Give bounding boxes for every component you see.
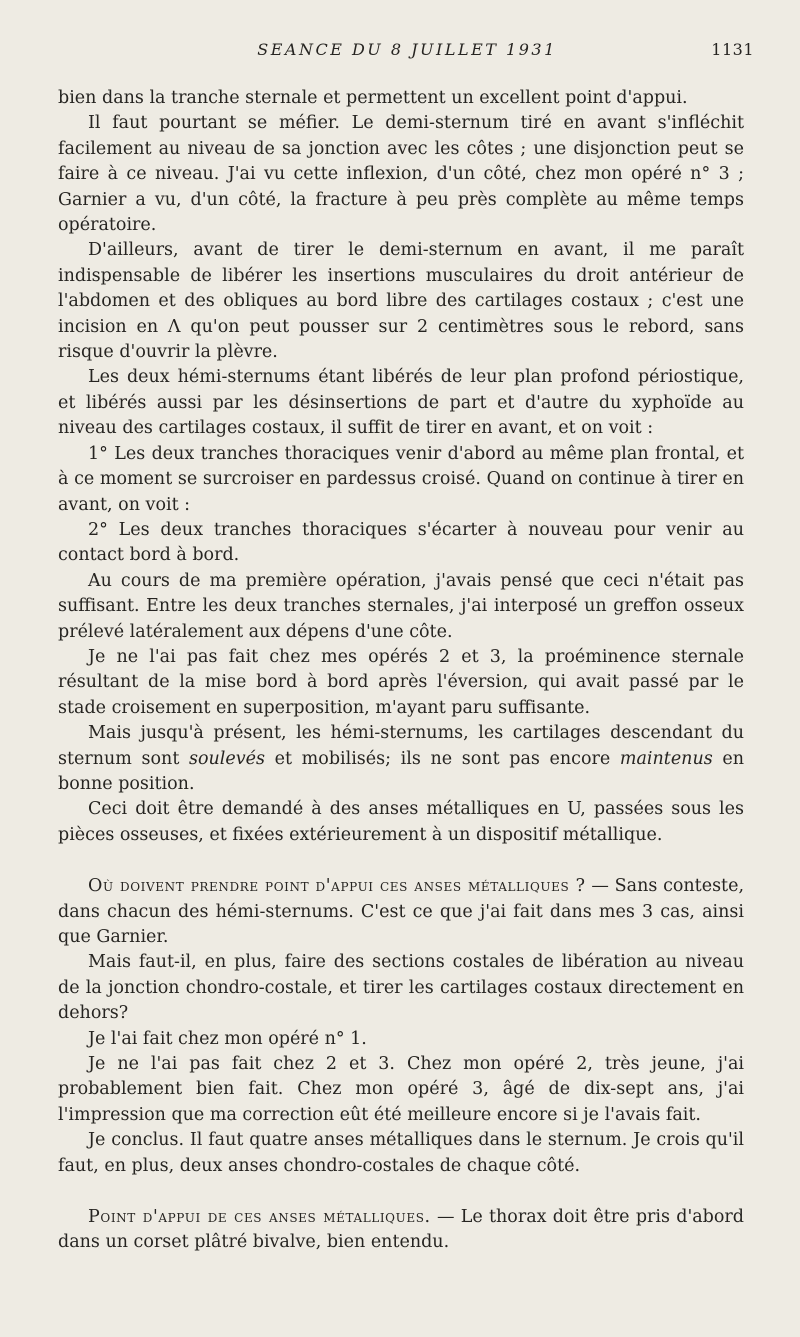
paragraph-6: 2° Les deux tranches thoraciques s'écarter à nouveau pour venir au contact bord à bord. xyxy=(58,519,744,566)
body-text xyxy=(58,86,744,1256)
running-header xyxy=(60,40,754,70)
section-2-paragraph xyxy=(58,1205,744,1256)
paragraph-13: Je ne l'ai pas fait chez 2 et 3. Chez mon opéré 2, très jeune, j'ai probablement bien fait. Chez mon opéré 3, âgé de dix-sept ans, j'ai l'impression que ma correction eût été meilleure encore si je l'avais fait. xyxy=(58,1054,744,1125)
paragraph-9-part-a: Mais jusqu'à présent, les hémi-sternums, les cartilages descendant du sternum sont xyxy=(58,723,744,769)
paragraph-12: Je l'ai fait chez mon opéré n° 1. xyxy=(88,1028,367,1049)
section-2-text: — Le thorax doit être pris d'abord dans un corset plâtré bivalve, bien entendu. xyxy=(58,1207,744,1253)
paragraph-8: Je ne l'ai pas fait chez mes opérés 2 et 3, la proéminence sternale résultant de la mise bord à bord après l'éversion, qui avait passé par le stade croisement en superposition, m'ayant paru suffisante. xyxy=(58,646,744,718)
section-1-text: — Sans conteste, dans chacun des hémi-sternums. C'est ce que j'ai fait dans mes 3 cas, ainsi que Garnier. xyxy=(58,876,745,947)
paragraph-2: Il faut pourtant se méfier. Le demi-sternum tiré en avant s'infléchit facilement au niveau de sa jonction avec les côtes ; une disjonction peut se faire à ce niveau. J'ai vu cette inflexion, d'un côté, chez mon opéré n° 3 ; Garnier a vu, d'un côté, la fracture à peu près complète au même temps opératoire. xyxy=(58,113,744,236)
paragraph-5: 1° Les deux tranches thoraciques venir d'abord au même plan frontal, et à ce moment se surcroiser en pardessus croisé. Quand on continue à tirer en avant, on voit : xyxy=(58,443,744,515)
section-1-paragraph xyxy=(58,874,744,950)
paragraph-7: Au cours de ma première opération, j'avais pensé que ceci n'était pas suffisant. Entre les deux tranches sternales, j'ai interposé un greffon osseux prélevé latéralement aux dépens d'une côte. xyxy=(58,570,744,642)
paragraph-9-part-c: et mobilisés; ils ne sont pas encore xyxy=(264,748,620,769)
paragraph-11: Mais faut-il, en plus, faire des sections costales de libération au niveau de la jonction chondro-costale, et tirer les cartilages costaux directement en dehors? xyxy=(58,952,744,1024)
section-1-heading: Où doivent prendre point d'appui ces anses métalliques ? xyxy=(88,876,586,897)
paragraph-9-part-e: en bonne position. xyxy=(58,748,744,794)
section-gap xyxy=(58,1179,744,1205)
paragraph-4: Les deux hémi-sternums étant libérés de leur plan profond périostique, et libérés aussi par les désinsertions de part et d'autre du xyphoïde au niveau des cartilages costaux, il suffit de tirer en avant, et on voit : xyxy=(58,367,744,439)
paragraph-1: bien dans la tranche sternale et permettent un excellent point d'appui. xyxy=(58,88,688,108)
page-number: 1131 xyxy=(711,40,754,59)
section-gap xyxy=(58,848,744,874)
paragraph-3: D'ailleurs, avant de tirer le demi-sternum en avant, il me paraît indispensable de libérer les insertions musculaires du droit antérieur de l'abdomen et des obliques au bord libre des cartilages costaux ; c'est une incision en Λ qu'on peut pousser sur 2 centimètres sous le rebord, sans risque d'ouvrir la plèvre. xyxy=(58,240,744,363)
paragraph-9-emphasis-maintenus: maintenus xyxy=(619,748,713,769)
paragraph-9-emphasis-souleves: soulevés xyxy=(189,748,265,769)
running-title: SEANCE DU 8 JUILLET 1931 xyxy=(257,40,557,59)
paragraph-9 xyxy=(58,721,744,797)
paragraph-14: Je conclus. Il faut quatre anses métalliques dans le sternum. Je crois qu'il faut, en plus, deux anses chondro-costales de chaque côté. xyxy=(58,1130,744,1176)
section-2-heading: Point d'appui de ces anses métalliques. xyxy=(88,1207,431,1228)
paragraph-10: Ceci doit être demandé à des anses métalliques en U, passées sous les pièces osseuses, et fixées extérieurement à un dispositif métallique. xyxy=(58,799,744,845)
